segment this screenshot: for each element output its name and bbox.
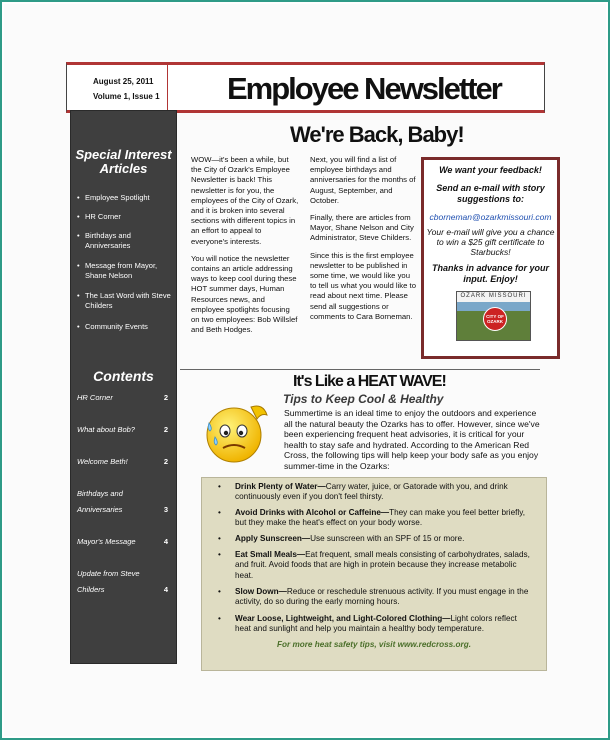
bullet-icon: • — [77, 291, 80, 300]
article-item: • Employee Spotlight — [77, 193, 150, 202]
article-column-1 — [191, 155, 300, 342]
toc-item[interactable]: Welcome Beth! 2 — [77, 457, 168, 466]
article-item: • HR Corner — [77, 212, 121, 221]
city-seal-icon — [483, 307, 507, 331]
toc-item[interactable]: Mayor's Message 4 — [77, 537, 168, 546]
contents-heading: Contents — [93, 368, 154, 384]
section-divider — [180, 369, 540, 370]
article-title: We're Back, Baby! — [290, 122, 464, 147]
seal-text: CITY OF OZARK — [486, 314, 504, 324]
newsletter-header — [66, 62, 545, 113]
article-paragraph: Next, you will find a list of employee birthdays and anniversaries for the months of August, September, and October. — [310, 155, 416, 205]
feedback-thanks: Thanks in advance for your input. Enjoy! — [431, 263, 550, 284]
tip-item: • Wear Loose, Lightweight, and Light-Colored Clothing—Light colors reflect heat and sunlight and help you maintain a healthy body temperature. — [218, 614, 517, 634]
toc-item[interactable]: Update from Steve Childers 4 — [77, 569, 168, 594]
bullet-icon: • — [77, 193, 80, 202]
bullet-icon: • — [77, 231, 80, 240]
heat-wave-title: It's Like a HEAT WAVE! — [293, 373, 446, 390]
tip-item: • Slow Down—Reduce or reschedule strenuous activity. If you must engage in the activity, do so during the early morning hours. — [218, 587, 529, 607]
tip-item: • Drink Plenty of Water—Carry water, juice, or Gatorade with you, and drink continuously even if you don't feel thirsty. — [218, 482, 508, 502]
tips-box — [201, 477, 547, 671]
toc-item[interactable]: What about Bob? 2 — [77, 425, 168, 434]
ozark-missouri-logo — [456, 291, 531, 341]
logo-text: OZARK MISSOURI — [460, 293, 527, 299]
bullet-icon: • — [218, 587, 221, 596]
newsletter-title: Employee Newsletter — [227, 71, 501, 106]
article-column-2 — [310, 155, 417, 329]
redcross-link[interactable]: For more heat safety tips, visit www.redcross.org. — [277, 640, 471, 649]
special-interest-heading: Special Interest Articles — [75, 147, 172, 176]
article-item: • Community Events — [77, 322, 148, 331]
tip-item: • Eat Small Meals—Eat frequent, small meals consisting of carbohydrates, salads, and fruit. Avoid foods that are high in protein because they increase metabolic heat. — [218, 550, 530, 580]
feedback-subheading: Send an e-mail with story suggestions to: — [436, 183, 545, 204]
bullet-icon: • — [218, 508, 221, 517]
bullet-icon: • — [218, 550, 221, 559]
bullet-icon: • — [77, 261, 80, 270]
article-paragraph: Finally, there are articles from Mayor, Shane Nelson and City Administrator, Steve Childers. — [310, 213, 414, 243]
issue-volume: Volume 1, Issue 1 — [93, 92, 160, 101]
feedback-box — [421, 157, 560, 359]
feedback-email-link[interactable]: cborneman@ozarkmissouri.com — [429, 212, 552, 222]
issue-date: August 25, 2011 — [93, 77, 154, 86]
bullet-icon: • — [77, 212, 80, 221]
article-item: • Birthdays and Anniversaries — [77, 231, 131, 250]
feedback-body: Your e-mail will give you a chance to win a $25 gift certificate to Starbucks! — [426, 227, 555, 257]
logo-strip — [457, 292, 530, 302]
tip-item: • Apply Sunscreen—Use sunscreen with an SPF of 15 or more. — [218, 534, 465, 543]
heat-intro: Summertime is an ideal time to enjoy the outdoors and experience all the natural beauty the Ozarks has to offer. However, since we've been experiencing frequent heat advisories, it is critical for your health to stay safe and hydrated. According to the American Red Cross, the following tips will help keep your body safe as you enjoy summer-time in the Ozarks: — [284, 408, 540, 471]
tips-subtitle: Tips to Keep Cool & Healthy — [283, 392, 444, 406]
toc-item[interactable]: Birthdays and Anniversaries 3 — [77, 489, 168, 514]
sidebar — [70, 110, 177, 664]
header-divider — [167, 65, 168, 110]
toc-item[interactable]: HR Corner 2 — [77, 393, 168, 402]
feedback-heading: We want your feedback! — [439, 165, 542, 175]
bullet-icon: • — [77, 322, 80, 331]
article-item: • Message from Mayor, Shane Nelson — [77, 261, 158, 280]
article-item: • The Last Word with Steve Childers — [77, 291, 171, 310]
tip-item: • Avoid Drinks with Alcohol or Caffeine—They can make you feel better briefly, but they make the heat's effect on your body worse. — [218, 508, 525, 528]
bullet-icon: • — [218, 482, 221, 491]
hot-sweating-face-icon — [201, 393, 274, 466]
bullet-icon: • — [218, 534, 221, 543]
article-paragraph: WOW—it's been a while, but the City of Ozark's Employee Newsletter is back! This newsletter is for you, the employees of the City of Ozark, and it is broken into several sections with different topics in an effort to appeal to everyone's interests. — [191, 155, 299, 246]
article-paragraph: Since this is the first employee newsletter to be published in some time, we would like you to tell us what you would like to read about next time. Please send all suggestions or comments to Cara Borneman. — [310, 250, 416, 321]
article-paragraph: You will notice the newsletter contains an article addressing ways to keep cool during these HOT summer days, Human Resources news, and employee spotlights focusing on two employees: Bob Willslef and Beth Hodges. — [191, 253, 298, 335]
bullet-icon: • — [218, 614, 221, 623]
